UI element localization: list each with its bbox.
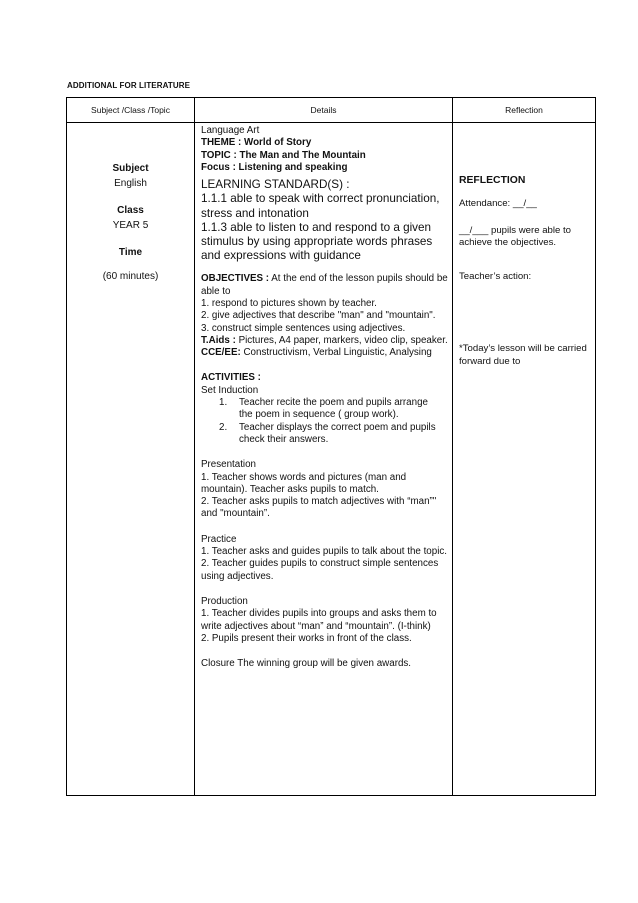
class-value: YEAR 5 xyxy=(112,220,149,231)
cce-ee-label: CCE/EE: xyxy=(201,347,241,359)
practice-step-2: 2. Teacher guides pupils to construct simple sentences using adjectives. xyxy=(201,558,439,582)
objectives xyxy=(201,273,448,298)
header-subject-class-topic: Subject /Class /Topic xyxy=(67,98,195,123)
topic: TOPIC : The Man and The Mountain xyxy=(201,149,366,161)
learning-standards-title: LEARNING STANDARD(S) : xyxy=(201,178,350,192)
class-label: Class xyxy=(117,205,144,216)
cce-ee-text: Constructivism, Verbal Linguistic, Analysing xyxy=(240,347,432,359)
details-cell xyxy=(195,123,453,796)
objective-1: 1. respond to pictures shown by teacher. xyxy=(201,298,377,309)
language-art: Language Art xyxy=(201,125,260,136)
practice-step-1: 1. Teacher asks and guides pupils to talk about the topic. xyxy=(201,546,447,558)
item-text: Teacher displays the correct poem and pupils check their answers. xyxy=(239,421,436,445)
teaching-aids xyxy=(201,335,448,347)
item-number: 1. xyxy=(219,397,228,409)
subject-label: Subject xyxy=(112,163,149,174)
production-step-2: 2. Pupils present their works in front of the class. xyxy=(201,632,412,644)
document-heading: ADDITIONAL FOR LITERATURE xyxy=(67,81,191,90)
cce-ee xyxy=(201,347,448,359)
attendance: Attendance: __/__ xyxy=(459,198,537,210)
reflection-title: REFLECTION xyxy=(459,175,526,186)
item-number: 2. xyxy=(219,421,228,433)
subject-class-topic-cell xyxy=(67,123,195,796)
set-induction-item xyxy=(201,422,448,447)
item-text: Teacher recite the poem and pupils arrange the poem in sequence ( group work). xyxy=(239,397,428,421)
objective-3: 3. construct simple sentences using adjectives. xyxy=(201,322,406,334)
reflection-cell xyxy=(453,123,596,796)
pupils-achieved: __/___ pupils were able to achieve the objectives. xyxy=(459,224,572,248)
set-induction-title: Set Induction xyxy=(201,384,259,396)
set-induction-item xyxy=(201,397,448,422)
time-label: Time xyxy=(118,247,143,258)
subject-value: English xyxy=(114,178,147,189)
lesson-plan-table xyxy=(66,97,596,796)
teaching-aids-label: T.Aids : xyxy=(201,334,236,346)
teachers-action: Teacher’s action: xyxy=(459,271,532,283)
activities-label: ACTIVITIES : xyxy=(201,372,261,384)
objective-2: 2. give adjectives that describe "man" and "mountain". xyxy=(201,310,436,322)
production-step-1: 1. Teacher divides pupils into groups and asks them to write adjectives about “man” and “mountain”. (I-think) xyxy=(201,608,437,632)
practice-title: Practice xyxy=(201,533,237,545)
learning-standard-1: 1.1.1 able to speak with correct pronunciation, stress and intonation xyxy=(201,192,440,220)
teaching-aids-text: Pictures, A4 paper, markers, video clip, speaker. xyxy=(235,334,448,346)
presentation-step-2: 2. Teacher asks pupils to match adjectives with “man”" and "mountain”. xyxy=(201,496,437,520)
time-value: (60 minutes) xyxy=(102,271,159,282)
carry-forward-note: *Today’s lesson will be carried forward due to xyxy=(459,343,587,367)
focus: Focus : Listening and speaking xyxy=(201,161,348,173)
table-body-row xyxy=(67,123,596,796)
production-title: Production xyxy=(201,595,248,607)
learning-standard-2: 1.1.3 able to listen to and respond to a given stimulus by using appropriate words phrases and expressions with guidance xyxy=(201,220,433,263)
header-reflection: Reflection xyxy=(453,98,596,123)
header-details: Details xyxy=(195,98,453,123)
presentation-step-1: 1. Teacher shows words and pictures (man and mountain). Teacher asks pupils to match. xyxy=(201,471,407,495)
objectives-text: At the end of the lesson pupils should be able to xyxy=(201,273,448,297)
theme: THEME : World of Story xyxy=(201,137,312,149)
table-header-row xyxy=(67,98,596,123)
presentation-title: Presentation xyxy=(201,459,257,471)
objectives-label: OBJECTIVES : xyxy=(201,273,270,285)
closure: Closure The winning group will be given awards. xyxy=(201,658,412,670)
